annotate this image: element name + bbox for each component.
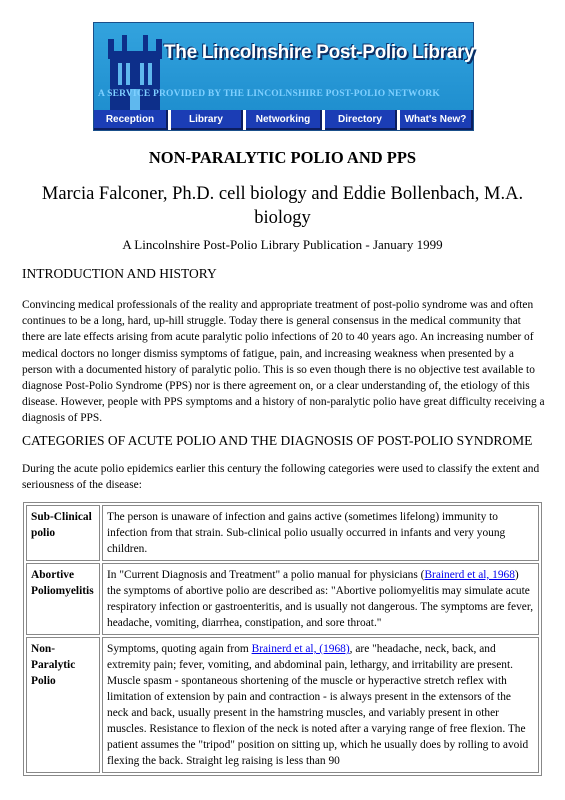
row-text: Symptoms, quoting again from: [107, 643, 252, 655]
intro-paragraph: Convincing medical professionals of the reality and appropriate treatment of post-polio syndrome was and often continues to be a long, hard, up-hill struggle. Today there is general consensus in the medical community that there are late effects arising from acute paralytic polio infections of 20 to 40 years ago. An increasing number of medical doctors no longer dismiss symptoms of fatigue, pain, and increasing weakness when presented by a person with a documented history of paralytic polio. This is so even though there is no objective test available to diagnose Post-Polio Syndrome (PPS) nor is there agreement on, or a clear understanding of, the etiology of this disease. However, people with PPS symptoms and a history of non-paralytic polio have great difficulty receiving a diagnosis of PPS.: [22, 299, 545, 425]
nav-bar: [94, 110, 473, 130]
categories-paragraph: During the acute polio epidemics earlier this century the following categories were used to classify the extent and seriousness of the disease:: [22, 463, 540, 492]
nav-library[interactable]: Library: [171, 110, 243, 130]
citation-link[interactable]: Brainerd et al, 1968: [424, 569, 515, 581]
site-banner: [93, 22, 474, 131]
row-description: [102, 637, 539, 773]
row-label: Sub-Clinical polio: [26, 505, 100, 561]
table-row: [26, 505, 539, 561]
row-text: , are "headache, neck, back, and extremity pain; fever, vomiting, and abdominal pain, lethargy, and irritability are present. Muscle spasm - spontaneous shortening of the muscle or hyperactive stretch reflex with limitation of extension by pain and contraction - is always present in the extensors of the neck and back, usually present in the hamstring muscles, and variably present in other muscles. Resistance to flexion of the neck is noted after a varying range of free flexion. The patient assumes the "tripod" position on sitting up, which he usually does by rolling to avoid flexing the back. Straight leg raising is less than 90: [107, 643, 529, 767]
nav-directory[interactable]: Directory: [325, 110, 397, 130]
banner-header: [94, 23, 473, 110]
section-heading-introduction: INTRODUCTION AND HISTORY: [22, 266, 217, 281]
row-text: ) the symptoms of abortive polio are described as: "Abortive poliomyelitis may simulate acute respiratory infection or gastroenteritis, and is usually not dangerous. The symptoms are fever, headache, vomiting, diarrhea, constipation, and sore throat.": [107, 569, 534, 629]
banner-title: The Lincolnshire Post-Polio Library: [164, 42, 475, 63]
polio-categories-table: [23, 502, 542, 776]
section-heading-categories: CATEGORIES OF ACUTE POLIO AND THE DIAGNOSIS OF POST-POLIO SYNDROME: [22, 433, 533, 448]
table-row: [26, 563, 539, 635]
nav-whats-new[interactable]: What's New?: [400, 110, 473, 130]
nav-networking[interactable]: Networking: [246, 110, 322, 130]
row-text: In "Current Diagnosis and Treatment" a polio manual for physicians (: [107, 569, 425, 581]
banner-subtitle: A SERVICE PROVIDED BY THE LINCOLNSHIRE POST-POLIO NETWORK: [98, 89, 440, 99]
row-description: The person is unaware of infection and gains active (sometimes lifelong) immunity to infection from that strain. Sub-clinical polio usually occurred in infants and very young children.: [102, 505, 539, 561]
publication-line: A Lincolnshire Post-Polio Library Publication - January 1999: [122, 237, 443, 252]
citation-link[interactable]: Brainerd et al, (1968): [251, 643, 350, 655]
authors: Marcia Falconer, Ph.D. cell biology and Eddie Bollenbach, M.A. biology: [41, 184, 524, 228]
row-label: Non-Paralytic Polio: [26, 637, 100, 773]
row-label: Abortive Poliomyelitis: [26, 563, 100, 635]
table-row: [26, 637, 539, 773]
cathedral-tower-icon: [104, 33, 166, 111]
page-title: NON-PARALYTIC POLIO AND PPS: [148, 148, 417, 167]
nav-reception[interactable]: Reception: [94, 110, 168, 130]
row-description: [102, 563, 539, 635]
